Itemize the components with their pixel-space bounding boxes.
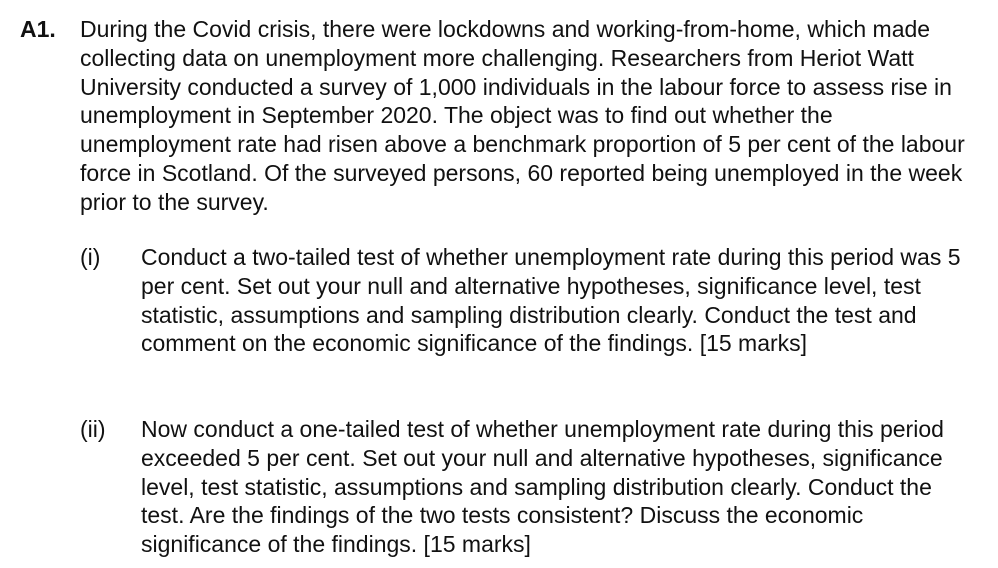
- subpart-label: (i): [80, 244, 101, 270]
- question-number: A1.: [20, 16, 56, 42]
- subpart-text: Conduct a two-tailed test of whether unemployment rate during this period was 5 per cent. Set out your null and alternative hypotheses, significance level, test statistic, assumptions and sampling distribution clearly. Conduct the test and comment on the economic significance of the findings. [15 marks]: [141, 244, 961, 357]
- subpart-ii: [80, 415, 970, 559]
- subpart-i: [80, 243, 970, 358]
- question-header: [20, 15, 980, 217]
- question-a1: [20, 15, 980, 217]
- question-text: During the Covid crisis, there were lockdowns and working-from-home, which made collecting data on unemployment more challenging. Researchers from Heriot Watt University conducted a survey of 1,000 individuals in the labour force to assess rise in unemployment in September 2020. The object was to find out whether the unemployment rate had risen above a benchmark proportion of 5 per cent of the labour force in Scotland. Of the surveyed persons, 60 reported being unemployed in the week prior to the survey.: [80, 16, 965, 215]
- cropped-text-fragment: [792, 556, 982, 568]
- subpart-label: (ii): [80, 416, 106, 442]
- subpart-text: Now conduct a one-tailed test of whether unemployment rate during this period exceeded 5 per cent. Set out your null and alternative hypotheses, significance level, test statistic, assumptions and sampling distribution clearly. Conduct the test. Are the findings of the two tests consistent? Discuss the economic significance of the findings. [15 marks]: [141, 416, 944, 558]
